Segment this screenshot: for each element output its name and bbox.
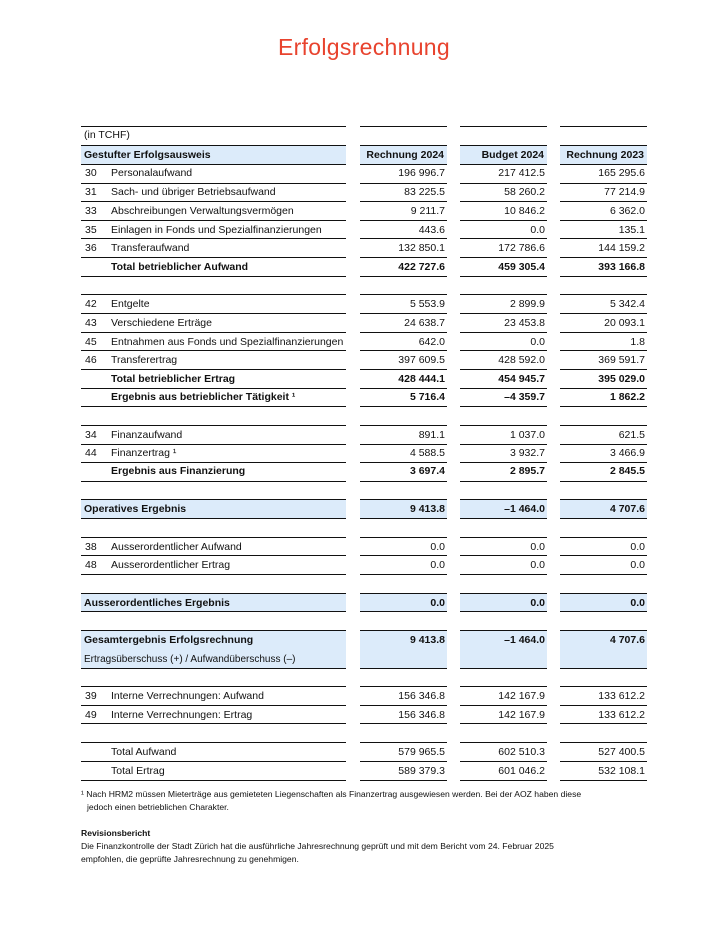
- rule-line: [560, 462, 647, 463]
- revision-title: Revisionsbericht: [81, 828, 151, 838]
- value-rechnung-2023: 133 612.2: [598, 690, 645, 702]
- account-number: 35: [85, 224, 97, 236]
- rule-line: [560, 630, 647, 631]
- rule-line: [560, 294, 647, 295]
- rule-line: [560, 481, 647, 482]
- value-budget-2024: 23 453.8: [504, 317, 545, 329]
- revision-section: [81, 827, 641, 866]
- footnote-line-2: jedoch einen betrieblichen Charakter.: [87, 802, 229, 812]
- rule-line: [560, 313, 647, 314]
- row-label: Total betrieblicher Ertrag: [111, 373, 236, 385]
- row-label: Sach- und übriger Betriebsaufwand: [111, 186, 276, 198]
- rule-line: [81, 742, 346, 743]
- rule-line: [81, 201, 346, 202]
- rule-line: [460, 406, 547, 407]
- rule-line: [560, 537, 647, 538]
- value-budget-2024: 2 895.7: [509, 465, 545, 477]
- value-rechnung-2023: 395 029.0: [598, 373, 645, 385]
- rule-line: [360, 668, 447, 669]
- account-number: 33: [85, 205, 97, 217]
- value-budget-2024: 0.0: [530, 336, 545, 348]
- rule-line: [360, 537, 447, 538]
- rule-line: [460, 126, 547, 127]
- rule-line: [360, 481, 447, 482]
- rule-line: [560, 406, 647, 407]
- rule-line: [360, 593, 447, 594]
- value-rechnung-2024: 156 346.8: [398, 690, 445, 702]
- rule-line: [560, 257, 647, 258]
- rule-line: [81, 126, 346, 127]
- rule-line: [81, 761, 346, 762]
- value-rechnung-2024: 397 609.5: [398, 354, 445, 366]
- rule-line: [460, 238, 547, 239]
- rule-line: [460, 369, 547, 370]
- rule-line: [360, 406, 447, 407]
- rule-line: [560, 369, 647, 370]
- value-rechnung-2024: 9 211.7: [410, 205, 445, 217]
- row-label: Ausserordentlicher Ertrag: [111, 559, 231, 571]
- value-rechnung-2023: 1 862.2: [609, 391, 645, 403]
- value-rechnung-2023: 369 591.7: [598, 354, 645, 366]
- value-budget-2024: 1 037.0: [509, 429, 545, 441]
- rule-line: [360, 462, 447, 463]
- rule-line: [81, 630, 346, 631]
- account-number: 31: [85, 186, 97, 198]
- rule-line: [460, 574, 547, 575]
- rule-line: [81, 350, 346, 351]
- rule-line: [360, 164, 447, 165]
- value-rechnung-2023: 4 707.6: [609, 503, 645, 515]
- rule-line: [460, 761, 547, 762]
- row-label: Einlagen in Fonds und Spezialfinanzierungen: [111, 224, 322, 236]
- value-rechnung-2023: 621.5: [618, 429, 645, 441]
- value-rechnung-2023: 20 093.1: [604, 317, 645, 329]
- row-label: Ergebnis aus betrieblicher Tätigkeit ¹: [111, 391, 296, 403]
- rule-line: [460, 276, 547, 277]
- rule-line: [360, 444, 447, 445]
- rule-line: [81, 686, 346, 687]
- row-label: Transferertrag: [111, 354, 178, 366]
- value-rechnung-2024: 422 727.6: [398, 261, 445, 273]
- row-label: Abschreibungen Verwaltungsvermögen: [111, 205, 294, 217]
- rule-line: [360, 294, 447, 295]
- rule-line: [81, 574, 346, 575]
- rule-line: [360, 518, 447, 519]
- gesamtergebnis-subtitle: Ertragsüberschuss (+) / Aufwandüberschuss (–): [84, 654, 296, 665]
- rule-line: [81, 444, 346, 445]
- value-budget-2024: 601 046.2: [498, 765, 545, 777]
- value-rechnung-2023: 0.0: [630, 541, 645, 553]
- rule-line: [560, 220, 647, 221]
- rule-line: [460, 537, 547, 538]
- value-budget-2024: 10 846.2: [504, 205, 545, 217]
- rule-line: [81, 388, 346, 389]
- rule-line: [460, 630, 547, 631]
- rule-line: [460, 220, 547, 221]
- rule-line: [460, 668, 547, 669]
- rule-line: [81, 164, 346, 165]
- row-label: Finanzaufwand: [111, 429, 183, 441]
- rule-line: [460, 294, 547, 295]
- rule-line: [560, 723, 647, 724]
- rule-line: [360, 686, 447, 687]
- account-number: 39: [85, 690, 97, 702]
- rule-line: [560, 126, 647, 127]
- rule-line: [560, 201, 647, 202]
- value-rechnung-2024: 0.0: [430, 559, 445, 571]
- value-rechnung-2024: 24 638.7: [404, 317, 445, 329]
- rule-line: [460, 332, 547, 333]
- rule-line: [360, 220, 447, 221]
- value-rechnung-2024: 196 996.7: [398, 167, 445, 179]
- rule-line: [460, 313, 547, 314]
- revision-line-1: Die Finanzkontrolle der Stadt Zürich hat die ausführliche Jahresrechnung geprüft und mit dem Bericht vom 24. Februar 2025: [81, 841, 554, 851]
- value-rechnung-2024: 579 965.5: [398, 746, 445, 758]
- value-rechnung-2024: 4 588.5: [409, 447, 445, 459]
- page-title: Erfolgsrechnung: [278, 34, 450, 60]
- value-rechnung-2023: 144 159.2: [598, 242, 645, 254]
- rule-line: [460, 705, 547, 706]
- value-rechnung-2023: 532 108.1: [598, 765, 645, 777]
- rule-line: [560, 518, 647, 519]
- rule-line: [360, 369, 447, 370]
- rule-line: [560, 276, 647, 277]
- rule-line: [360, 388, 447, 389]
- rule-line: [360, 313, 447, 314]
- rule-line: [560, 350, 647, 351]
- rule-line: [81, 499, 346, 500]
- value-budget-2024: –1 464.0: [504, 634, 545, 646]
- value-budget-2024: 0.0: [530, 559, 545, 571]
- rule-line: [560, 761, 647, 762]
- value-rechnung-2024: 83 225.5: [404, 186, 445, 198]
- rule-line: [460, 555, 547, 556]
- rule-line: [81, 780, 346, 781]
- rule-line: [560, 499, 647, 500]
- value-rechnung-2024: 9 413.8: [409, 634, 445, 646]
- rule-line: [81, 593, 346, 594]
- row-label: Operatives Ergebnis: [84, 503, 187, 515]
- rule-line: [360, 332, 447, 333]
- account-number: 36: [85, 242, 97, 254]
- rule-line: [81, 705, 346, 706]
- row-label: Entnahmen aus Fonds und Spezialfinanzierungen: [111, 336, 344, 348]
- value-budget-2024: 58 260.2: [504, 186, 545, 198]
- account-number: 30: [85, 167, 97, 179]
- account-number: 44: [85, 447, 97, 459]
- rule-line: [81, 145, 346, 146]
- rule-line: [81, 462, 346, 463]
- unit-label: (in TCHF): [84, 129, 130, 141]
- value-rechnung-2024: 0.0: [430, 597, 445, 609]
- value-rechnung-2024: 5 553.9: [409, 298, 445, 310]
- rule-line: [460, 742, 547, 743]
- rule-line: [81, 276, 346, 277]
- rule-line: [360, 350, 447, 351]
- rule-line: [460, 518, 547, 519]
- value-budget-2024: 0.0: [530, 224, 545, 236]
- row-label: Interne Verrechnungen: Aufwand: [111, 690, 264, 702]
- account-number: 48: [85, 559, 97, 571]
- rule-line: [360, 611, 447, 612]
- value-rechnung-2023: 165 295.6: [598, 167, 645, 179]
- rule-line: [560, 705, 647, 706]
- rule-line: [460, 388, 547, 389]
- rule-line: [560, 668, 647, 669]
- value-rechnung-2024: 642.0: [418, 336, 445, 348]
- value-rechnung-2023: 393 166.8: [598, 261, 645, 273]
- rule-line: [360, 780, 447, 781]
- rule-line: [81, 723, 346, 724]
- value-budget-2024: 142 167.9: [498, 690, 545, 702]
- header-col3: Rechnung 2023: [566, 149, 644, 161]
- row-label: Finanzertrag ¹: [111, 447, 177, 459]
- rule-line: [560, 183, 647, 184]
- rule-line: [81, 238, 346, 239]
- value-rechnung-2024: 443.6: [418, 224, 445, 236]
- rule-line: [460, 145, 547, 146]
- value-budget-2024: 454 945.7: [498, 373, 545, 385]
- rule-line: [560, 686, 647, 687]
- rule-line: [360, 723, 447, 724]
- rule-line: [560, 742, 647, 743]
- value-rechnung-2023: 1.8: [630, 336, 645, 348]
- rule-line: [560, 145, 647, 146]
- row-label: Entgelte: [111, 298, 150, 310]
- value-rechnung-2024: 428 444.1: [398, 373, 445, 385]
- rule-line: [81, 425, 346, 426]
- rule-line: [360, 145, 447, 146]
- value-rechnung-2023: 2 845.5: [609, 465, 645, 477]
- value-rechnung-2024: 9 413.8: [409, 503, 445, 515]
- rule-line: [460, 462, 547, 463]
- rule-line: [360, 201, 447, 202]
- rule-line: [81, 183, 346, 184]
- rule-line: [360, 630, 447, 631]
- rule-line: [460, 780, 547, 781]
- value-rechnung-2024: 891.1: [418, 429, 445, 441]
- account-number: 43: [85, 317, 97, 329]
- value-budget-2024: 217 412.5: [498, 167, 545, 179]
- rule-line: [360, 183, 447, 184]
- rule-line: [460, 593, 547, 594]
- rule-line: [560, 388, 647, 389]
- rule-line: [560, 164, 647, 165]
- value-budget-2024: 428 592.0: [498, 354, 545, 366]
- value-rechnung-2024: 132 850.1: [398, 242, 445, 254]
- row-label: Personalaufwand: [111, 167, 193, 179]
- rule-line: [460, 686, 547, 687]
- rule-line: [81, 611, 346, 612]
- value-budget-2024: 0.0: [530, 541, 545, 553]
- rule-line: [460, 611, 547, 612]
- row-label: Total Aufwand: [111, 746, 177, 758]
- rule-line: [460, 183, 547, 184]
- value-budget-2024: 172 786.6: [498, 242, 545, 254]
- rule-line: [81, 257, 346, 258]
- row-label: Interne Verrechnungen: Ertrag: [111, 709, 253, 721]
- rule-line: [81, 220, 346, 221]
- rule-line: [360, 705, 447, 706]
- account-number: 49: [85, 709, 97, 721]
- revision-line-2: empfohlen, die geprüfte Jahresrechnung zu genehmigen.: [81, 854, 299, 864]
- rule-line: [460, 481, 547, 482]
- header-col2: Budget 2024: [481, 149, 544, 161]
- rule-line: [360, 761, 447, 762]
- rule-line: [460, 499, 547, 500]
- value-rechnung-2023: 0.0: [630, 559, 645, 571]
- rule-line: [81, 332, 346, 333]
- rule-line: [460, 723, 547, 724]
- rule-line: [360, 425, 447, 426]
- rule-line: [560, 611, 647, 612]
- rule-line: [360, 574, 447, 575]
- account-number: 45: [85, 336, 97, 348]
- value-budget-2024: 2 899.9: [509, 298, 545, 310]
- row-label: Transferaufwand: [111, 242, 190, 254]
- rule-line: [460, 425, 547, 426]
- rule-line: [560, 425, 647, 426]
- row-label: Verschiedene Erträge: [111, 317, 212, 329]
- rule-line: [460, 257, 547, 258]
- rule-line: [560, 444, 647, 445]
- rule-line: [81, 313, 346, 314]
- footnote-line-1: ¹ Nach HRM2 müssen Mieterträge aus gemieteten Liegenschaften als Finanzertrag ausgewiesen werden. Bei der AOZ haben diese: [81, 789, 582, 799]
- rule-line: [81, 668, 346, 669]
- value-rechnung-2023: 6 362.0: [609, 205, 645, 217]
- rule-line: [81, 555, 346, 556]
- rule-line: [360, 257, 447, 258]
- rule-line: [460, 444, 547, 445]
- value-rechnung-2023: 77 214.9: [604, 186, 645, 198]
- header-col1: Rechnung 2024: [366, 149, 444, 161]
- value-budget-2024: –4 359.7: [504, 391, 545, 403]
- rule-line: [460, 164, 547, 165]
- value-budget-2024: –1 464.0: [504, 503, 545, 515]
- value-budget-2024: 602 510.3: [498, 746, 545, 758]
- rule-line: [81, 294, 346, 295]
- value-rechnung-2023: 133 612.2: [598, 709, 645, 721]
- row-label: Total betrieblicher Aufwand: [111, 261, 249, 273]
- value-rechnung-2023: 527 400.5: [598, 746, 645, 758]
- header-label: Gestufter Erfolgsausweis: [84, 149, 211, 161]
- rule-line: [460, 350, 547, 351]
- rule-line: [560, 593, 647, 594]
- value-rechnung-2023: 3 466.9: [609, 447, 645, 459]
- rule-line: [81, 481, 346, 482]
- value-rechnung-2024: 589 379.3: [398, 765, 445, 777]
- row-label: Ausserordentlicher Aufwand: [111, 541, 242, 553]
- value-rechnung-2023: 4 707.6: [609, 634, 645, 646]
- account-number: 38: [85, 541, 97, 553]
- rule-line: [560, 238, 647, 239]
- rule-line: [560, 574, 647, 575]
- value-rechnung-2023: 135.1: [618, 224, 645, 236]
- rule-line: [360, 742, 447, 743]
- row-label: Gesamtergebnis Erfolgsrechnung: [84, 634, 254, 646]
- account-number: 42: [85, 298, 97, 310]
- row-label: Ausserordentliches Ergebnis: [84, 597, 230, 609]
- account-number: 34: [85, 429, 97, 441]
- rule-line: [360, 276, 447, 277]
- value-budget-2024: 3 932.7: [509, 447, 545, 459]
- rule-line: [360, 499, 447, 500]
- rule-line: [81, 518, 346, 519]
- value-budget-2024: 142 167.9: [498, 709, 545, 721]
- value-rechnung-2023: 5 342.4: [609, 298, 645, 310]
- rule-line: [360, 555, 447, 556]
- value-budget-2024: 0.0: [530, 597, 545, 609]
- rule-line: [81, 406, 346, 407]
- rule-line: [81, 369, 346, 370]
- value-rechnung-2024: 156 346.8: [398, 709, 445, 721]
- footnote: [81, 788, 641, 814]
- rule-line: [560, 780, 647, 781]
- value-rechnung-2024: 0.0: [430, 541, 445, 553]
- rule-line: [560, 555, 647, 556]
- value-rechnung-2024: 5 716.4: [409, 391, 445, 403]
- row-label: Ergebnis aus Finanzierung: [111, 465, 246, 477]
- account-number: 46: [85, 354, 97, 366]
- rule-line: [81, 537, 346, 538]
- row-label: Total Ertrag: [111, 765, 165, 777]
- value-rechnung-2023: 0.0: [630, 597, 645, 609]
- rule-line: [360, 126, 447, 127]
- rule-line: [460, 201, 547, 202]
- rule-line: [360, 238, 447, 239]
- value-budget-2024: 459 305.4: [498, 261, 545, 273]
- value-rechnung-2024: 3 697.4: [409, 465, 445, 477]
- rule-line: [560, 332, 647, 333]
